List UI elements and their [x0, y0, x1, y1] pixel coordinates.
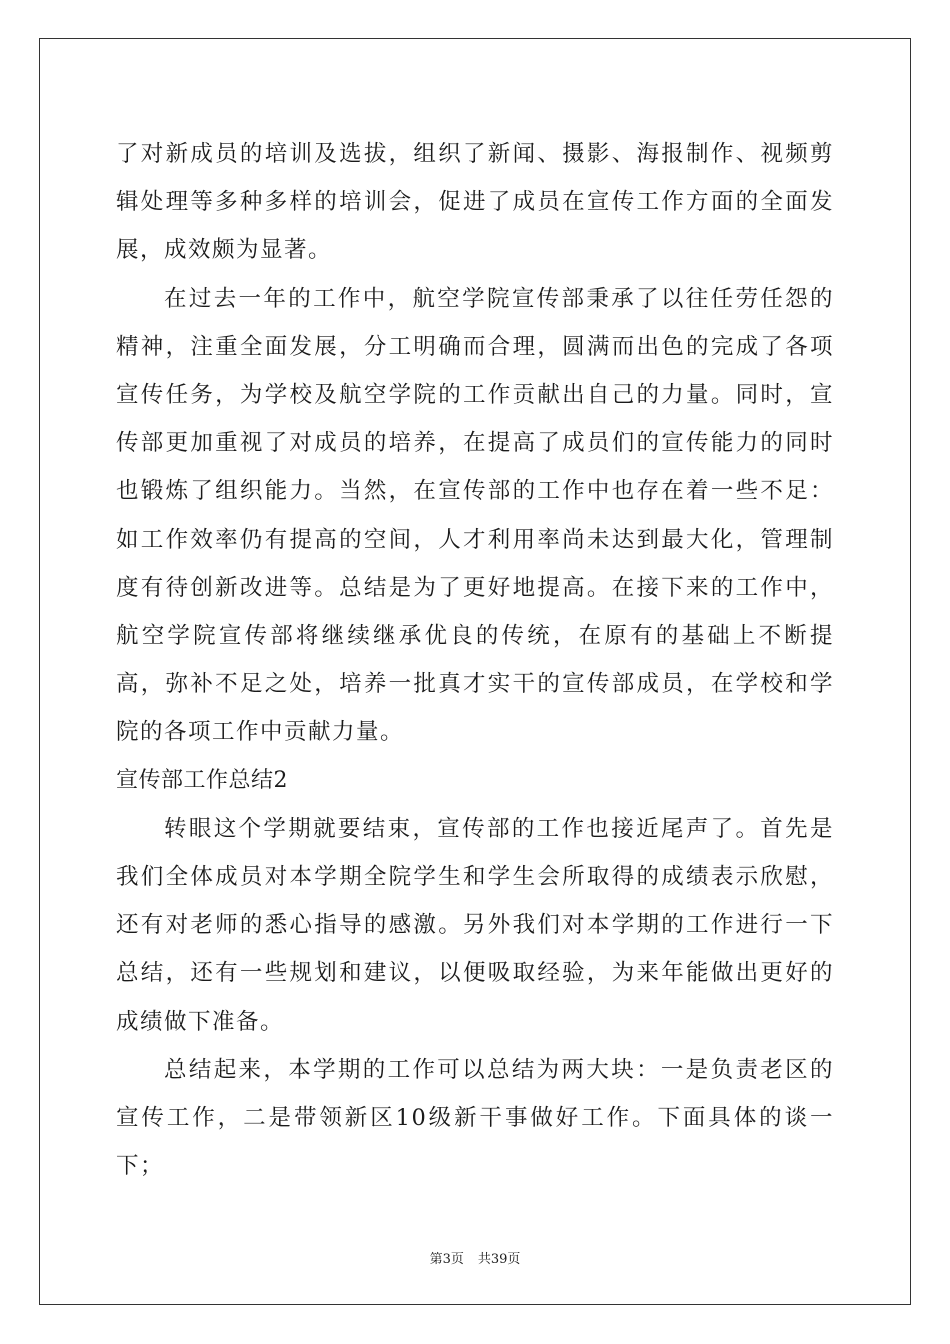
section-heading: 宣传部工作总结2 [116, 767, 288, 793]
page-footer [0, 1248, 950, 1267]
document-body [116, 130, 834, 1190]
page-total: 共39页 [477, 1252, 521, 1267]
paragraph: 在过去一年的工作中，航空学院宣传部秉承了以往任劳任怨的精神，注重全面发展，分工明确而合理，圆满而出色的完成了各项宣传任务，为学校及航空学院的工作贡献出自己的力量。同时，宣传部更加重视了对成员的培养，在提高了成员们的宣传能力的同时也锻炼了组织能力。当然，在宣传部的工作中也存在着一些不足：如工作效率仍有提高的空间，人才利用率尚未达到最大化，管理制度有待创新改进等。总结是为了更好地提高。在接下来的工作中，航空学院宣传部将继续继承优良的传统，在原有的基础上不断提高，弥补不足之处，培养一批真才实干的宣传部成员，在学校和学院的各项工作中贡献力量。 [116, 285, 834, 746]
paragraph: 了对新成员的培训及选拔，组织了新闻、摄影、海报制作、视频剪辑处理等多种多样的培训会，促进了成员在宣传工作方面的全面发展，成效颇为显著。 [116, 141, 834, 264]
page-number: 第3页 [429, 1252, 464, 1267]
paragraph: 总结起来，本学期的工作可以总结为两大块：一是负责老区的宣传工作，二是带领新区10级新干事做好工作。下面具体的谈一下； [116, 1056, 834, 1180]
paragraph: 转眼这个学期就要结束，宣传部的工作也接近尾声了。首先是我们全体成员对本学期全院学生和学生会所取得的成绩表示欣慰，还有对老师的悉心指导的感激。另外我们对本学期的工作进行一下总结，还有一些规划和建议，以便吸取经验，为来年能做出更好的成绩做下准备。 [116, 815, 834, 1035]
